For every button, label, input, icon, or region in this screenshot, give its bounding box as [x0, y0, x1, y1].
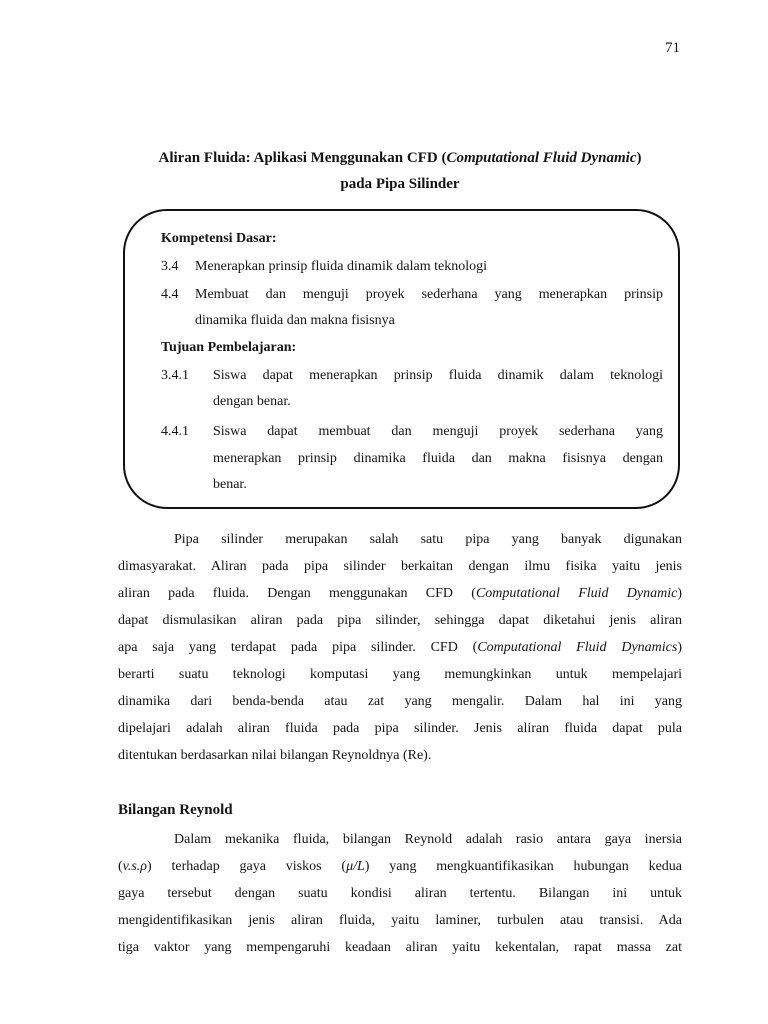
paragraph-line-end: )	[677, 640, 682, 655]
paragraph-line: mengidentifikasikan jenis aliran fluida, yaitu laminer, turbulen atau transisi. Ada	[118, 913, 682, 928]
paragraph-line: dimasyarakat. Aliran pada pipa silinder berkaitan dengan ilmu fisika yaitu jenis	[118, 559, 682, 574]
paragraph-line: dinamika dari benda-benda atau zat yang mengalir. Dalam hal ini yang	[118, 694, 682, 709]
paragraph-line-italic: Computational Fluid Dynamics	[477, 640, 678, 655]
paragraph-line-part: (	[118, 859, 123, 874]
paragraph-line	[118, 634, 682, 661]
tujuan-item-text: Siswa dapat membuat dan menguji proyek sederhana yang	[213, 424, 663, 439]
paragraph-line-end: )	[677, 586, 682, 601]
title-line-1-end: )	[636, 150, 642, 166]
kompetensi-item-number: 4.4	[161, 287, 179, 302]
title-line-2: pada Pipa Silinder	[340, 176, 460, 192]
paragraph-line-start: apa saja yang terdapat pada pipa silinder. CFD (	[118, 640, 478, 655]
paragraph-line: gaya tersebut dengan suatu kondisi aliran tertentu. Bilangan ini untuk	[118, 886, 682, 901]
paragraph-line: tiga vaktor yang mempengaruhi keadaan aliran yaitu kekentalan, rapat massa zat	[118, 940, 682, 955]
reynold-paragraph	[118, 826, 682, 961]
kompetensi-heading: Kompetensi Dasar:	[161, 231, 277, 246]
tujuan-item-text: menerapkan prinsip dinamika fluida dan makna fisisnya dengan	[213, 451, 663, 466]
tujuan-item-text: Siswa dapat menerapkan prinsip fluida dinamik dalam teknologi	[213, 368, 663, 383]
paragraph-line-part: ) terhadap gaya viskos (	[147, 859, 347, 874]
tujuan-item-text: dengan benar.	[213, 394, 291, 409]
tujuan-item-number: 3.4.1	[161, 368, 189, 383]
page-title	[100, 145, 700, 197]
title-line-1-start: Aliran Fluida: Aplikasi Menggunakan CFD (	[158, 150, 447, 166]
paragraph-line: dapat dismulasikan aliran pada pipa silinder, sehingga dapat diketahui jenis aliran	[118, 613, 682, 628]
tujuan-item-text: benar.	[213, 477, 247, 492]
kompetensi-item-number: 3.4	[161, 259, 179, 274]
viscous-formula: μ/L	[346, 859, 365, 874]
tujuan-item-number: 4.4.1	[161, 424, 189, 439]
paragraph-line: dipelajari adalah aliran fluida pada pipa silinder. Jenis aliran fluida dapat pula	[118, 721, 682, 736]
page-number: 71	[665, 40, 680, 56]
kompetensi-item-text: Membuat dan menguji proyek sederhana yang menerapkan prinsip	[195, 287, 663, 302]
paragraph-line: ditentukan berdasarkan nilai bilangan Reynoldnya (Re).	[118, 748, 432, 763]
kompetensi-item-text: dinamika fluida dan makna fisisnya	[195, 313, 395, 328]
intro-paragraph	[118, 526, 682, 769]
title-line-1-italic: Computational Fluid Dynamic	[446, 150, 637, 166]
paragraph-line: berarti suatu teknologi komputasi yang memungkinkan untuk mempelajari	[118, 667, 682, 682]
paragraph-line	[118, 853, 682, 880]
inertia-formula: v.s.ρ	[122, 859, 148, 874]
paragraph-line-part: ) yang mengkuantifikasikan hubungan kedua	[364, 859, 683, 874]
paragraph-line: Dalam mekanika fluida, bilangan Reynold adalah rasio antara gaya inersia	[174, 832, 682, 847]
paragraph-line: Pipa silinder merupakan salah satu pipa yang banyak digunakan	[174, 532, 682, 547]
paragraph-line	[118, 580, 682, 607]
kompetensi-item-text: Menerapkan prinsip fluida dinamik dalam teknologi	[195, 259, 487, 274]
tujuan-heading: Tujuan Pembelajaran:	[161, 340, 297, 355]
competency-box	[123, 209, 680, 509]
title-line-1	[100, 145, 700, 171]
paragraph-line-start: aliran pada fluida. Dengan menggunakan CFD (	[118, 586, 476, 601]
paragraph-line-italic: Computational Fluid Dynamic	[475, 586, 678, 601]
section-heading: Bilangan Reynold	[118, 802, 233, 818]
